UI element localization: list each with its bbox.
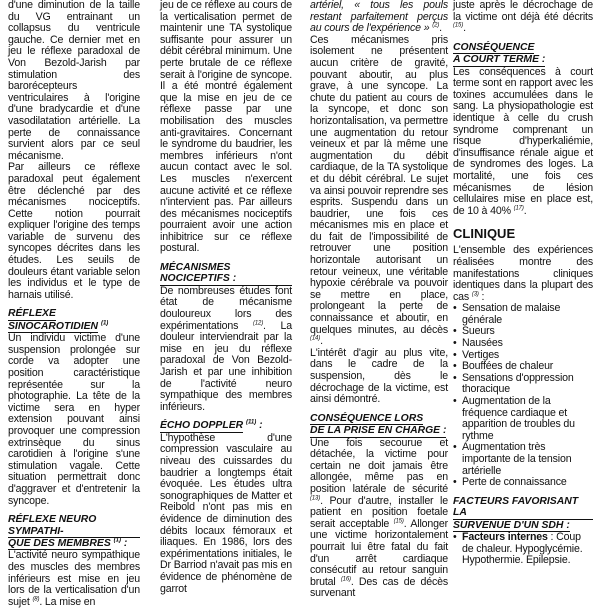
- factor-label: Facteurs internes: [462, 531, 548, 543]
- heading-line: [453, 42, 534, 54]
- factor-list: [453, 532, 593, 567]
- reference-marker: (3): [471, 291, 479, 298]
- section-heading-consequence-prise-en-charge: [310, 413, 448, 438]
- heading-text: CONSÉQUENCE LORS: [310, 412, 424, 424]
- list-item: • Nausées: [453, 338, 593, 350]
- list-item: • Sensations d'oppression thoracique: [453, 373, 593, 396]
- paragraph: [453, 0, 593, 35]
- section-heading-consequence-court-terme: [453, 42, 593, 67]
- paragraph: [8, 550, 140, 608]
- list-item: • Perte de connaissance: [453, 477, 593, 489]
- paragraph-text: . Des cas de décès survenant: [310, 575, 448, 600]
- section-heading-echo-doppler: [160, 420, 292, 432]
- reference-marker: (12): [252, 320, 264, 327]
- section-heading-mecanismes-nociceptifs: [160, 262, 292, 286]
- paragraph-text: Ces mécanismes pris isolement ne présentent aucun critère de gravité, pouvant aboutir, au plus grave, à une syncope. La chute du patient au cours de la syncope, et donc son horizontalisation, va permettre une augmentation du retour veineux et par là même une augmentation du débit cardiaque, de la TA systolique et du débit cérébral. Le sujet va ainsi pouvoir reprendre ses esprits. Suspendu dans un baudrier, une fois ces mécanismes mis en place et du fait de l'impossibilité de retrouver une position horizontale autorisant un retour veineux, une véritable hypoxie cérébrale va pouvoir se mettre en place, prolongeant la perte de connaissance et aboutir, en quelques minutes, au décès: [310, 33, 448, 336]
- section-heading-reflexe-sinocarotidien: [8, 308, 140, 333]
- paragraph: [310, 438, 448, 600]
- heading-line: [453, 496, 593, 520]
- heading-text: A COURT TERME :: [453, 54, 546, 66]
- list-item: • Bouffées de chaleur: [453, 361, 593, 373]
- reference-marker: (2): [432, 22, 440, 29]
- heading-text: SURVENUE D'UN SDH :: [453, 519, 570, 531]
- paragraph-text: .: [320, 335, 323, 348]
- list-item: • Vertiges: [453, 350, 593, 362]
- section-heading-reflexe-neuro-sympathique: [8, 514, 140, 550]
- heading-colon: :: [121, 537, 128, 549]
- paragraph-text: L'ensemble des expériences réalisées montre des manifestations cliniques identiques dans la plupart des cas: [453, 244, 593, 303]
- reference-marker: (13): [310, 495, 321, 502]
- reference-marker: (8): [32, 596, 40, 603]
- paragraph: Par ailleurs ce réflexe paradoxal peut également être déclenché par des mécanismes nociceptifs. Cette notion pourrait expliquer l'origine des temps variable de survenu des syncopes décrites dans les études. Les seuils de douleurs étant variable selon les individus et le type de harnais utilisé.: [8, 161, 140, 301]
- heading-text: CONSÉQUENCE: [453, 41, 535, 53]
- paragraph: Un individu victime d'une suspension prolongée sur corde va adopter une position caractéristique représentée sur la photographie. La tête de la victime sera en hyper extension pouvant ainsi provoquer une compression extrinsèque du sinus carotidien à l'origine s'une stimulation vagale. Cette situation permettrait donc d'aggraver et d'entretenir la syncope.: [8, 332, 140, 507]
- reference-marker: (15): [453, 22, 464, 29]
- list-item: [453, 532, 593, 567]
- heading-line: [160, 262, 292, 286]
- paragraph-text: Les conséquences à court terme sont en rapport avec les toxines accumulées dans le sang. La physiopathologie est identique à celle du crush syndrome comprenant un risque d'hyperkaliémie, d'insuffisance rénale aigue et de syndromes des loges. La mortalité, une fois ces mécanismes de lésion cellulaires mise en place est, de 10 à 40%: [453, 65, 593, 217]
- paragraph-text: . Allonger une victime horizontalement pourrait lui être fatal du fait d'un arrêt cardiaque consécutif au retour sanguin brutal: [310, 517, 449, 588]
- column-4: [453, 0, 593, 567]
- heading-line: [8, 514, 140, 538]
- reference-marker: (14): [310, 335, 321, 342]
- paragraph-text: . La mise en: [39, 595, 96, 608]
- heading-text: QUE DES MEMBRES: [8, 537, 111, 549]
- column-2: [160, 0, 292, 595]
- heading-text: DE LA PRISE EN CHARGE :: [310, 425, 447, 437]
- heading-line: [160, 420, 243, 432]
- section-heading-clinique: CLINIQUE: [453, 226, 516, 242]
- paragraph-text: De nombreuses études font état de mécanisme douloureux lors des expérimentations: [160, 284, 292, 332]
- heading-text: MÉCANISMES NOCICEPTIFS :: [160, 262, 237, 285]
- heading-text: SINOCAROTIDIEN: [8, 320, 99, 332]
- reference-marker: (1): [100, 320, 109, 327]
- paragraph: d'une diminution de la taille du VG entrainant un collapsus du ventricule gauche. Ce dernier met en jeu le réflexe paradoxal de Von Bezold-Jarish par stimulation des barorécepteurs ventriculaires à l'origine d'une bradycardie et d'une vasodilatation artérielle. La perte de connaissance survient alors par ce seul mécanisme.: [8, 0, 140, 162]
- heading-line: [310, 413, 423, 425]
- reference-marker: (17): [513, 205, 524, 212]
- paragraph: [160, 286, 292, 414]
- heading-text: ÉCHO DOPPLER: [160, 420, 244, 432]
- factor-text: : Coup de chaleur. Hypoglycémie. Hypothermie. Epilepsie.: [462, 531, 583, 567]
- list-item: • Augmentation très importante de la tension artérielle: [453, 442, 593, 477]
- heading-text: RÉFLEXE NEURO SYMPATHI-: [8, 514, 97, 537]
- paragraph: [453, 245, 593, 303]
- column-3: [310, 0, 448, 600]
- paragraph: L'intérêt d'agir au plus vite, dans le cadre de la suspension, dès le décrochage de la victime, est ainsi démontré.: [310, 346, 448, 406]
- column-1: [8, 0, 140, 608]
- paragraph: [310, 0, 448, 35]
- paragraph: [453, 67, 593, 218]
- list-item: • Sensation de malaise générale: [453, 303, 593, 326]
- paragraph-text: L'activité neuro sympathique des muscles des membres inférieurs est mise en jeu lors de la verticalisation d'un sujet: [8, 549, 140, 608]
- paragraph-text: juste après le décrochage de la victime ont déjà été décrits: [453, 0, 593, 23]
- paragraph: L'hypothèse d'une compression vasculaire au niveau des cuissardes du baudrier a longtemps était évoquée. Les études ultra sonographiques de Matter et Reibold n'ont pas mis en évidence de diminution des débits locaux fémoraux et iliaques. En 1986, lors des expérimentations initiales, le Dr Barriod n'avait pas mis en évidence de phénomène de garrot: [160, 431, 292, 595]
- paragraph-text: . Pour d'autre, installer le patient en position foetale serait acceptable: [310, 494, 448, 530]
- paragraph-text: .: [463, 22, 466, 35]
- paragraph-text: Une fois secourue et détachée, la victime pour certain ne doit jamais être allongée, même pas en position latérale de sécurité: [310, 436, 448, 495]
- paragraph-text: . La douleur interviendrait par la mise en jeu du réflexe paradoxal de Von Bezold-Jarish et par une inhibition de l'activité neuro sympathique des membres inférieurs.: [160, 319, 292, 413]
- paragraph-text: .: [439, 22, 442, 35]
- list-item: • Sueurs: [453, 326, 593, 338]
- heading-text: FACTEURS FAVORISANT LA: [453, 495, 579, 519]
- list-item: • Augmentation de la fréquence cardiaque et apparition de troubles du rythme: [453, 396, 593, 442]
- paragraph-text: .: [523, 204, 527, 217]
- reference-marker: (11): [246, 419, 257, 426]
- section-heading-facteurs-favorisant: [453, 496, 593, 532]
- reference-marker: (1): [113, 537, 121, 544]
- heading-text: RÉFLEXE: [8, 308, 56, 320]
- paragraph-text: :: [478, 290, 485, 303]
- symptom-list: [453, 303, 593, 489]
- paragraph: [310, 35, 448, 348]
- paragraph: jeu de ce réflexe au cours de la verticalisation permet de maintenir une TA systolique suffisante pour assurer un débit cérébral minimum. Une perte brutale de ce réflexe serait à l'origine de syncope. Il a été montré également que la mise en jeu de ce réflexe passe par une mobilisation des muscles anti-gravitaires. Concernant le syndrome du baudrier, les membres inférieurs n'ont aucun contact avec le sol. Les muscles n'exercent aucune activité et ce réflexe n'intervient pas. Par ailleurs des mécanismes nociceptifs pourraient avoir une action inhibitrice sur ce réflexe postural.: [160, 0, 292, 255]
- heading-colon: :: [256, 420, 263, 432]
- heading-line: [8, 308, 56, 320]
- reference-marker: (15): [393, 518, 404, 525]
- quote-text: artériel, « tous les pouls restant parfaitement perçus au cours de l'expérience »: [310, 0, 448, 35]
- reference-marker: (16): [340, 576, 351, 583]
